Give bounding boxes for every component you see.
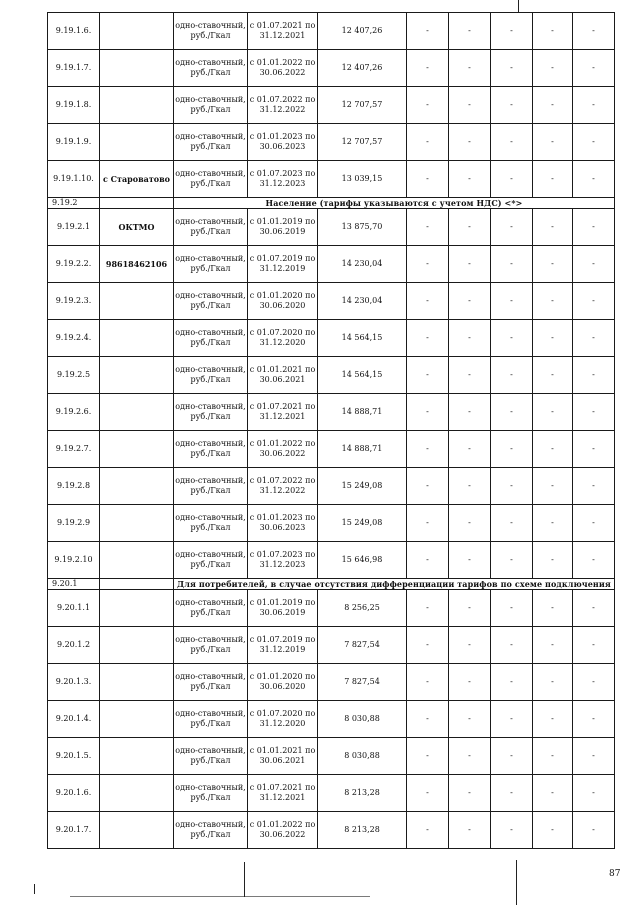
empty-value: - (407, 468, 449, 505)
empty-value: - (533, 701, 573, 738)
tariff-price: 15 646,98 (318, 542, 407, 579)
row-code: 9.19.2.3. (48, 283, 100, 320)
place-cell (100, 283, 174, 320)
table-row (48, 431, 615, 468)
empty-value: - (533, 161, 573, 198)
empty-value: - (449, 283, 491, 320)
table-row (48, 283, 615, 320)
section-row (48, 579, 615, 590)
tariff-price: 14 230,04 (318, 246, 407, 283)
tariff-unit: одно-ставочный, руб./Гкал (174, 50, 248, 87)
empty-value: - (449, 627, 491, 664)
table-row (48, 542, 615, 579)
empty-value: - (407, 50, 449, 87)
empty-value: - (491, 542, 533, 579)
empty-value: - (573, 283, 615, 320)
tariff-period: с 01.01.2019 по 30.06.2019 (248, 209, 318, 246)
tariff-unit: одно-ставочный, руб./Гкал (174, 431, 248, 468)
row-code: 9.19.2.10 (48, 542, 100, 579)
scan-line-top (518, 0, 519, 12)
empty-value: - (449, 664, 491, 701)
empty-value: - (573, 161, 615, 198)
oktmo-code: 98618462106 (100, 246, 174, 283)
empty-value: - (573, 468, 615, 505)
empty-value: - (533, 590, 573, 627)
tariff-price: 13 039,15 (318, 161, 407, 198)
tariff-period: с 01.01.2023 по 30.06.2023 (248, 505, 318, 542)
row-code: 9.19.2.2. (48, 246, 100, 283)
table-row (48, 13, 615, 50)
page-number: 87 (609, 869, 621, 879)
place-cell (100, 50, 174, 87)
empty-value: - (449, 505, 491, 542)
table-body (48, 13, 615, 849)
row-code: 9.20.1.3. (48, 664, 100, 701)
place-cell (100, 431, 174, 468)
empty-value: - (533, 505, 573, 542)
empty-value: - (449, 320, 491, 357)
empty-value: - (449, 701, 491, 738)
row-code: 9.19.1.9. (48, 124, 100, 161)
row-code: 9.19.2.4. (48, 320, 100, 357)
empty-value: - (491, 283, 533, 320)
table-row (48, 320, 615, 357)
tariff-price: 8 213,28 (318, 812, 407, 849)
tariff-unit: одно-ставочный, руб./Гкал (174, 87, 248, 124)
empty-value: - (407, 246, 449, 283)
table-row (48, 124, 615, 161)
empty-value: - (573, 542, 615, 579)
empty-value: - (491, 664, 533, 701)
tariff-period: с 01.07.2021 по 31.12.2021 (248, 13, 318, 50)
empty-value: - (491, 627, 533, 664)
empty-value: - (491, 209, 533, 246)
tariff-unit: одно-ставочный, руб./Гкал (174, 124, 248, 161)
place-cell (100, 590, 174, 627)
empty-value: - (533, 87, 573, 124)
tariff-period: с 01.07.2022 по 31.12.2022 (248, 87, 318, 124)
empty-value: - (491, 161, 533, 198)
place-cell (100, 505, 174, 542)
empty-value: - (573, 394, 615, 431)
empty-value: - (491, 246, 533, 283)
place-cell (100, 627, 174, 664)
tariff-price: 13 875,70 (318, 209, 407, 246)
empty-value: - (533, 320, 573, 357)
table-row (48, 701, 615, 738)
empty-value: - (533, 468, 573, 505)
tariff-unit: одно-ставочный, руб./Гкал (174, 590, 248, 627)
empty-value: - (407, 87, 449, 124)
section-code: 9.20.1 (48, 579, 100, 590)
empty-value: - (533, 357, 573, 394)
empty-value: - (491, 505, 533, 542)
table-row (48, 87, 615, 124)
empty-value: - (407, 701, 449, 738)
empty-value: - (449, 50, 491, 87)
empty-value: - (573, 320, 615, 357)
table-row (48, 246, 615, 283)
row-code: 9.20.1.1 (48, 590, 100, 627)
empty-value: - (573, 775, 615, 812)
empty-value: - (491, 50, 533, 87)
empty-value: - (449, 209, 491, 246)
empty-value: - (573, 505, 615, 542)
empty-value: - (533, 394, 573, 431)
empty-value: - (573, 701, 615, 738)
tariff-period: с 01.01.2020 по 30.06.2020 (248, 664, 318, 701)
empty-value: - (449, 468, 491, 505)
empty-value: - (491, 87, 533, 124)
empty-value: - (449, 161, 491, 198)
section-title: Население (тарифы указываются с учетом НДС) <*> (174, 198, 615, 209)
empty-value: - (491, 738, 533, 775)
table-row (48, 209, 615, 246)
empty-value: - (491, 468, 533, 505)
empty-value: - (573, 590, 615, 627)
empty-value: - (573, 812, 615, 849)
empty-value: - (573, 357, 615, 394)
empty-value: - (491, 357, 533, 394)
tariff-unit: одно-ставочный, руб./Гкал (174, 627, 248, 664)
tariff-period: с 01.07.2020 по 31.12.2020 (248, 320, 318, 357)
place-cell (100, 775, 174, 812)
tariff-unit: одно-ставочный, руб./Гкал (174, 283, 248, 320)
empty-value: - (533, 283, 573, 320)
empty-value: - (573, 13, 615, 50)
empty-value: - (533, 13, 573, 50)
tariff-price: 15 249,08 (318, 505, 407, 542)
tariff-price: 15 249,08 (318, 468, 407, 505)
tariff-unit: одно-ставочный, руб./Гкал (174, 468, 248, 505)
empty-value: - (407, 320, 449, 357)
empty-value: - (407, 505, 449, 542)
empty-value: - (491, 812, 533, 849)
row-code: 9.19.2.6. (48, 394, 100, 431)
row-code: 9.20.1.4. (48, 701, 100, 738)
empty-value: - (449, 13, 491, 50)
row-code: 9.19.1.6. (48, 13, 100, 50)
empty-value: - (407, 590, 449, 627)
empty-value: - (407, 161, 449, 198)
place-cell (100, 87, 174, 124)
row-code: 9.19.2.8 (48, 468, 100, 505)
tariff-period: с 01.07.2021 по 31.12.2021 (248, 394, 318, 431)
place-cell (100, 320, 174, 357)
empty-value: - (573, 246, 615, 283)
empty-value: - (533, 812, 573, 849)
scan-line-bottom-2 (244, 862, 245, 897)
tariff-period: с 01.07.2021 по 31.12.2021 (248, 775, 318, 812)
tariff-period: с 01.01.2020 по 30.06.2020 (248, 283, 318, 320)
place-cell (100, 198, 174, 209)
place-name: с Староватово (100, 161, 174, 198)
tariff-unit: одно-ставочный, руб./Гкал (174, 320, 248, 357)
tariff-period: с 01.07.2019 по 31.12.2019 (248, 627, 318, 664)
empty-value: - (491, 431, 533, 468)
tariff-price: 14 888,71 (318, 394, 407, 431)
tariff-price: 14 230,04 (318, 283, 407, 320)
empty-value: - (573, 50, 615, 87)
empty-value: - (573, 431, 615, 468)
empty-value: - (449, 775, 491, 812)
tariff-period: с 01.01.2022 по 30.06.2022 (248, 50, 318, 87)
tariff-unit: одно-ставочный, руб./Гкал (174, 161, 248, 198)
scan-line-bottom-3 (34, 884, 35, 894)
table-row (48, 394, 615, 431)
section-code: 9.19.2 (48, 198, 100, 209)
empty-value: - (573, 664, 615, 701)
empty-value: - (407, 775, 449, 812)
tariff-unit: одно-ставочный, руб./Гкал (174, 812, 248, 849)
row-code: 9.20.1.7. (48, 812, 100, 849)
tariff-price: 8 256,25 (318, 590, 407, 627)
place-cell (100, 542, 174, 579)
place-cell (100, 579, 174, 590)
tariff-unit: одно-ставочный, руб./Гкал (174, 664, 248, 701)
empty-value: - (533, 50, 573, 87)
empty-value: - (491, 590, 533, 627)
section-title: Для потребителей, в случае отсутствия дифференциации тарифов по схеме подключения (174, 579, 615, 590)
tariff-price: 14 564,15 (318, 357, 407, 394)
tariff-period: с 01.01.2022 по 30.06.2022 (248, 431, 318, 468)
empty-value: - (407, 431, 449, 468)
empty-value: - (407, 283, 449, 320)
empty-value: - (449, 812, 491, 849)
place-cell (100, 124, 174, 161)
empty-value: - (533, 431, 573, 468)
empty-value: - (449, 124, 491, 161)
tariff-price: 12 407,26 (318, 50, 407, 87)
table-row (48, 505, 615, 542)
place-cell (100, 13, 174, 50)
tariff-period: с 01.07.2023 по 31.12.2023 (248, 161, 318, 198)
empty-value: - (533, 627, 573, 664)
place-cell (100, 701, 174, 738)
row-code: 9.19.1.7. (48, 50, 100, 87)
tariff-period: с 01.07.2023 по 31.12.2023 (248, 542, 318, 579)
tariff-price: 8 213,28 (318, 775, 407, 812)
tariff-period: с 01.07.2020 по 31.12.2020 (248, 701, 318, 738)
place-cell (100, 738, 174, 775)
tariff-period: с 01.01.2021 по 30.06.2021 (248, 357, 318, 394)
empty-value: - (491, 320, 533, 357)
tariff-period: с 01.01.2019 по 30.06.2019 (248, 590, 318, 627)
tariff-unit: одно-ставочный, руб./Гкал (174, 775, 248, 812)
tariff-unit: одно-ставочный, руб./Гкал (174, 505, 248, 542)
empty-value: - (533, 775, 573, 812)
empty-value: - (491, 13, 533, 50)
row-code: 9.19.1.8. (48, 87, 100, 124)
place-cell (100, 468, 174, 505)
empty-value: - (407, 357, 449, 394)
table-row (48, 468, 615, 505)
tariff-unit: одно-ставочный, руб./Гкал (174, 542, 248, 579)
tariff-unit: одно-ставочный, руб./Гкал (174, 13, 248, 50)
tariff-price: 12 407,26 (318, 13, 407, 50)
table-row (48, 357, 615, 394)
empty-value: - (449, 394, 491, 431)
empty-value: - (407, 209, 449, 246)
empty-value: - (449, 590, 491, 627)
tariff-unit: одно-ставочный, руб./Гкал (174, 738, 248, 775)
oktmo-label: ОКТМО (100, 209, 174, 246)
tariff-price: 14 564,15 (318, 320, 407, 357)
tariff-period: с 01.01.2023 по 30.06.2023 (248, 124, 318, 161)
tariff-unit: одно-ставочный, руб./Гкал (174, 357, 248, 394)
table-row (48, 738, 615, 775)
empty-value: - (407, 394, 449, 431)
empty-value: - (407, 812, 449, 849)
empty-value: - (449, 246, 491, 283)
empty-value: - (491, 701, 533, 738)
empty-value: - (449, 542, 491, 579)
empty-value: - (573, 209, 615, 246)
empty-value: - (491, 394, 533, 431)
empty-value: - (533, 209, 573, 246)
empty-value: - (407, 664, 449, 701)
empty-value: - (407, 627, 449, 664)
empty-value: - (573, 627, 615, 664)
empty-value: - (407, 738, 449, 775)
empty-value: - (573, 738, 615, 775)
row-code: 9.19.2.9 (48, 505, 100, 542)
empty-value: - (533, 664, 573, 701)
table-row (48, 161, 615, 198)
scan-line-bottom-1 (516, 860, 517, 905)
tariff-price: 7 827,54 (318, 627, 407, 664)
empty-value: - (491, 775, 533, 812)
empty-value: - (533, 246, 573, 283)
empty-value: - (449, 87, 491, 124)
empty-value: - (573, 124, 615, 161)
empty-value: - (533, 542, 573, 579)
tariff-period: с 01.07.2019 по 31.12.2019 (248, 246, 318, 283)
scan-line-bottom-4 (70, 896, 370, 897)
table-row (48, 812, 615, 849)
row-code: 9.20.1.2 (48, 627, 100, 664)
tariff-price: 12 707,57 (318, 87, 407, 124)
row-code: 9.19.2.1 (48, 209, 100, 246)
table-row (48, 50, 615, 87)
tariff-price: 8 030,88 (318, 701, 407, 738)
tariff-price: 8 030,88 (318, 738, 407, 775)
empty-value: - (407, 124, 449, 161)
tariff-period: с 01.01.2021 по 30.06.2021 (248, 738, 318, 775)
tariff-period: с 01.01.2022 по 30.06.2022 (248, 812, 318, 849)
tariff-price: 14 888,71 (318, 431, 407, 468)
empty-value: - (407, 542, 449, 579)
tariff-unit: одно-ставочный, руб./Гкал (174, 246, 248, 283)
empty-value: - (449, 738, 491, 775)
empty-value: - (533, 124, 573, 161)
row-code: 9.19.2.7. (48, 431, 100, 468)
empty-value: - (407, 13, 449, 50)
row-code: 9.20.1.5. (48, 738, 100, 775)
empty-value: - (533, 738, 573, 775)
tariff-period: с 01.07.2022 по 31.12.2022 (248, 468, 318, 505)
empty-value: - (449, 357, 491, 394)
row-code: 9.19.2.5 (48, 357, 100, 394)
place-cell (100, 394, 174, 431)
place-cell (100, 812, 174, 849)
row-code: 9.19.1.10. (48, 161, 100, 198)
place-cell (100, 357, 174, 394)
row-code: 9.20.1.6. (48, 775, 100, 812)
tariff-price: 7 827,54 (318, 664, 407, 701)
section-row (48, 198, 615, 209)
place-cell (100, 664, 174, 701)
table-row (48, 590, 615, 627)
table-row (48, 775, 615, 812)
tariff-unit: одно-ставочный, руб./Гкал (174, 701, 248, 738)
table-row (48, 627, 615, 664)
empty-value: - (573, 87, 615, 124)
tariff-table (47, 12, 615, 849)
empty-value: - (491, 124, 533, 161)
empty-value: - (449, 431, 491, 468)
tariff-price: 12 707,57 (318, 124, 407, 161)
table-row (48, 664, 615, 701)
tariff-unit: одно-ставочный, руб./Гкал (174, 209, 248, 246)
tariff-unit: одно-ставочный, руб./Гкал (174, 394, 248, 431)
